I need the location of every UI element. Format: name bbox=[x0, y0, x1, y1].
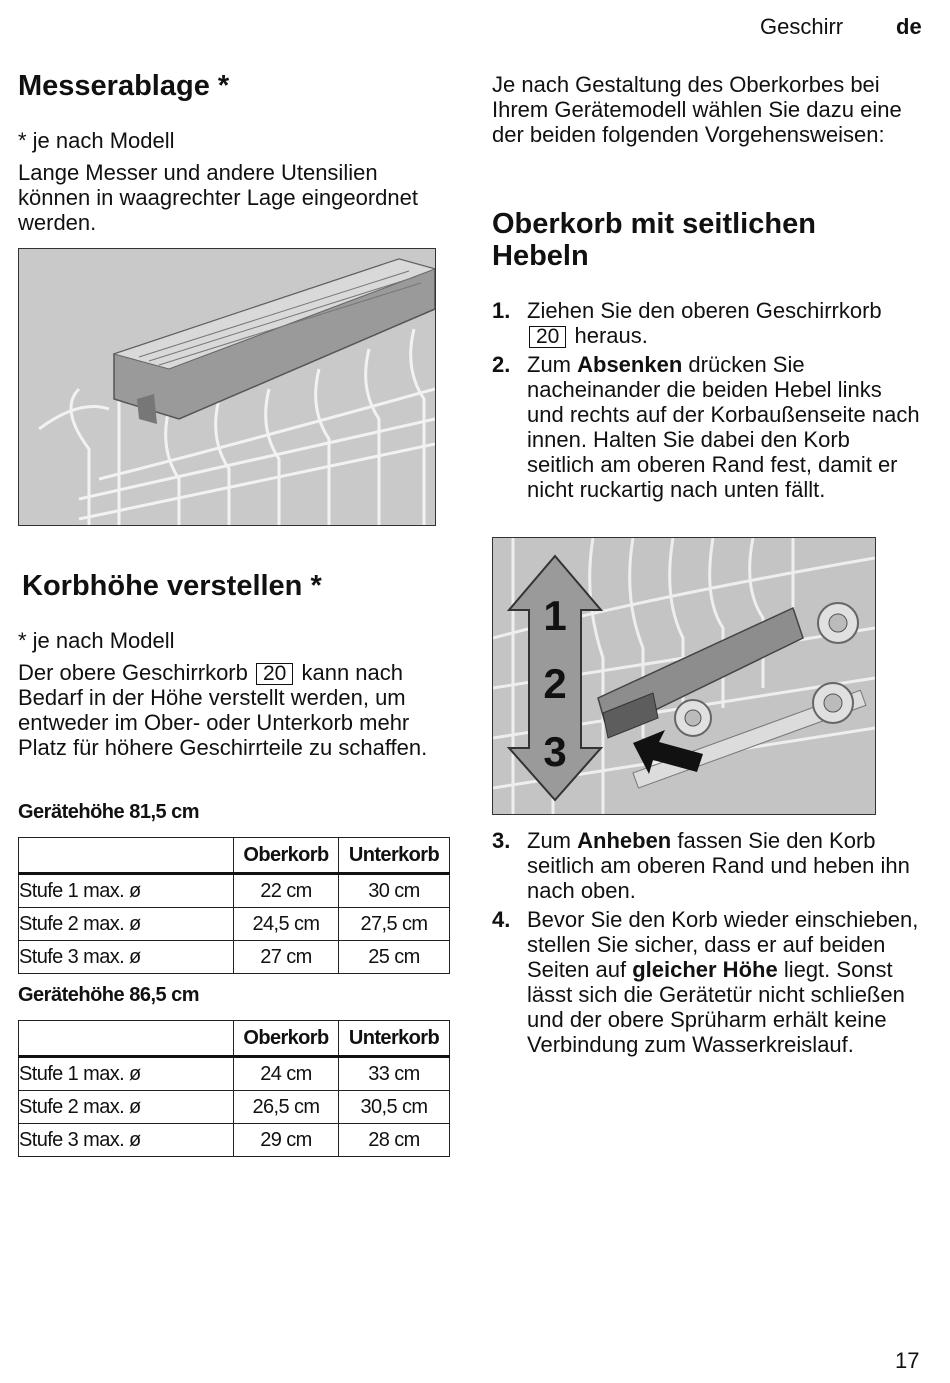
row-label: Stufe 3 max. ø bbox=[19, 1124, 234, 1157]
level-label: 1 bbox=[543, 592, 567, 639]
table-row bbox=[19, 1124, 450, 1157]
step-item: 4. Bevor Sie den Korb wieder einschieben, stellen Sie sicher, dass er auf beiden Seiten auf gleicher Höhe liegt. Sonst lässt sich die Gerätetür nicht schließen und der obere Sprüharm erhält keine Verbindung zum Wasserkreislauf. bbox=[492, 907, 919, 1057]
page-header-language: de bbox=[896, 14, 922, 39]
knife-rack-note: * je nach Modell bbox=[18, 128, 175, 153]
lower-basket-value: 30 cm bbox=[338, 874, 449, 908]
basket-height-note: * je nach Modell bbox=[18, 628, 175, 653]
step-item: 2. Zum Absenken drücken Sie nacheinander die beiden Hebel links und rechts auf der Korbaußenseite nach innen. Halten Sie dabei den Korb seitlich am oberen Rand fest, damit er nicht ruckartig nach unten fällt. bbox=[492, 352, 920, 502]
table-header-lower-basket: Unterkorb bbox=[338, 838, 449, 874]
step-item: 1. Ziehen Sie den oberen Geschirrkorb 20 heraus. bbox=[492, 298, 882, 348]
row-label: Stufe 1 max. ø bbox=[19, 1057, 234, 1091]
height-table-86-5 bbox=[18, 1020, 450, 1157]
table-row bbox=[19, 941, 450, 974]
row-label: Stufe 3 max. ø bbox=[19, 941, 234, 974]
knife-rack-title: Messerablage * bbox=[18, 70, 230, 102]
upper-basket-value: 24,5 cm bbox=[234, 908, 339, 941]
knife-rack-text: Lange Messer und andere Utensilien können in waagrechter Lage eingeordnet werden. bbox=[18, 160, 418, 235]
lever-basket-illustration bbox=[492, 537, 876, 815]
step-item: 3. Zum Anheben fassen Sie den Korb seitlich am oberen Rand und heben ihn nach oben. bbox=[492, 828, 910, 903]
lower-basket-value: 28 cm bbox=[338, 1124, 449, 1157]
table-row bbox=[19, 908, 450, 941]
table-header-blank bbox=[19, 1021, 234, 1057]
table-header-upper-basket: Oberkorb bbox=[234, 838, 339, 874]
table1-caption: Gerätehöhe 81,5 cm bbox=[18, 801, 200, 823]
height-table-81-5 bbox=[18, 837, 450, 974]
row-label: Stufe 2 max. ø bbox=[19, 908, 234, 941]
lower-basket-value: 33 cm bbox=[338, 1057, 449, 1091]
steps-list-b bbox=[492, 828, 922, 1057]
table-header-upper-basket: Oberkorb bbox=[234, 1021, 339, 1057]
table-row bbox=[19, 1091, 450, 1124]
table-header-row bbox=[19, 1021, 450, 1057]
upper-basket-value: 22 cm bbox=[234, 874, 339, 908]
level-label: 2 bbox=[543, 660, 567, 707]
table-row bbox=[19, 874, 450, 908]
table-header-lower-basket: Unterkorb bbox=[338, 1021, 449, 1057]
page-header-section: Geschirr bbox=[760, 14, 844, 39]
table-header-row bbox=[19, 838, 450, 874]
basket-height-text: Der obere Geschirrkorb 20 kann nach Bedarf in der Höhe verstellt werden, um entweder im Ober- oder Unterkorb mehr Platz für höhere Geschirrteile zu schaffen. bbox=[18, 660, 428, 760]
upper-basket-value: 26,5 cm bbox=[234, 1091, 339, 1124]
row-label: Stufe 2 max. ø bbox=[19, 1091, 234, 1124]
lower-basket-value: 27,5 cm bbox=[338, 908, 449, 941]
level-label: 3 bbox=[543, 728, 567, 775]
basket-height-title: Korbhöhe verstellen * bbox=[22, 570, 322, 602]
table-row bbox=[19, 1057, 450, 1091]
upper-basket-value: 24 cm bbox=[234, 1057, 339, 1091]
basket-reference-number: 20 bbox=[256, 663, 293, 685]
row-label: Stufe 1 max. ø bbox=[19, 874, 234, 908]
lower-basket-value: 30,5 cm bbox=[338, 1091, 449, 1124]
intro-text: Je nach Gestaltung des Oberkorbes bei Ihrem Gerätemodell wählen Sie dazu eine der beiden folgenden Vorgehensweisen: bbox=[492, 72, 902, 147]
upper-basket-value: 27 cm bbox=[234, 941, 339, 974]
table-header-blank bbox=[19, 838, 234, 874]
page-number: 17 bbox=[895, 1348, 920, 1373]
lower-basket-value: 25 cm bbox=[338, 941, 449, 974]
steps-list-a bbox=[492, 298, 922, 502]
basket-reference-number: 20 bbox=[529, 326, 566, 348]
table2-caption: Gerätehöhe 86,5 cm bbox=[18, 984, 200, 1006]
upper-basket-value: 29 cm bbox=[234, 1124, 339, 1157]
knife-rack-illustration bbox=[18, 248, 436, 526]
levers-title: Oberkorb mit seitlichen Hebeln bbox=[492, 208, 816, 272]
